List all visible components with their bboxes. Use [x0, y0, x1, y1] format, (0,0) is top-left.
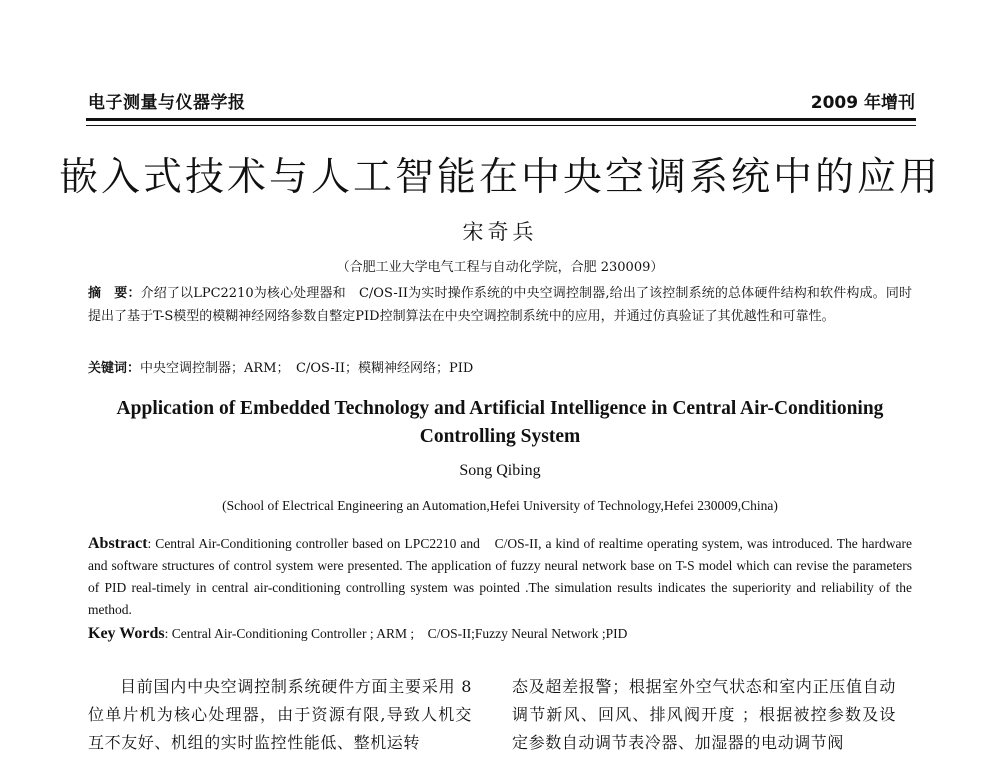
abstract-chinese — [88, 282, 912, 328]
body-right-column: 态及超差报警；根据室外空气状态和室内正压值自动调节新风、回风、排风阀开度 ；根据被控参数及设定参数自动调节表冷器、加湿器的电动调节阀 — [512, 677, 896, 752]
body-left-column: 目前国内中央空调控制系统硬件方面主要采用 8 位单片机为核心处理器，由于资源有限,导致人机交互不友好、机组的实时监控性能低、整机运转 — [88, 677, 472, 752]
journal-name: 电子测量与仪器学报 — [88, 93, 246, 113]
title-chinese: 嵌入式技术与人工智能在中央空调系统中的应用 — [58, 155, 941, 200]
abstract-english-text: : Central Air-Conditioning controller based on LPC2210 and C/OS-II, a kind of realtime operating system, was introduced. The hardware and software structures of control system were presented. The application of fuzzy neural network base on T-S model which can revise the parameters of PID real-timely in central air-conditioning controlling system was pointed .The simulation results indicates the superiority and reliability of the method. — [88, 536, 912, 617]
abstract-english-label: Abstract — [88, 535, 148, 552]
abstract-chinese-text: 介绍了以LPC2210为核心处理器和 C/OS-II为实时操作系统的中央空调控制器,给出了该控制系统的总体硬件结构和软件构成。同时提出了基于T-S模型的模糊神经网络参数自整定PID控制算法在中央空调控制系统中的应用，并通过仿真验证了其优越性和可靠性。 — [88, 286, 912, 324]
title-english: Application of Embedded Technology and Artificial Intelligence in Central Air-Conditioning Controlling System — [116, 398, 884, 447]
header-rule-thin — [86, 125, 916, 126]
keywords-chinese-text: 中央空调控制器；ARM； C/OS-II；模糊神经网络；PID — [140, 361, 474, 376]
keywords-english-text: : Central Air-Conditioning Controller ; ARM ; C/OS-II;Fuzzy Neural Network ;PID — [164, 626, 628, 641]
keywords-english — [88, 622, 912, 643]
abstract-english — [88, 533, 912, 621]
issue-label: 2009 年增刊 — [810, 93, 915, 113]
keywords-chinese — [88, 357, 912, 376]
keywords-english-label: Key Words — [88, 625, 165, 642]
header-rule-thick — [86, 118, 916, 121]
keywords-chinese-label: 关键词： — [88, 361, 141, 376]
affiliation-english: (School of Electrical Engineering an Automation,Hefei University of Technology,Hefei 230009,China) — [222, 498, 778, 513]
abstract-chinese-label: 摘 要： — [88, 286, 141, 301]
author-english: Song Qibing — [459, 462, 541, 479]
author-chinese: 宋奇兵 — [462, 220, 538, 244]
affiliation-chinese: （合肥工业大学电气工程与自动化学院，合肥 230009） — [336, 260, 664, 275]
